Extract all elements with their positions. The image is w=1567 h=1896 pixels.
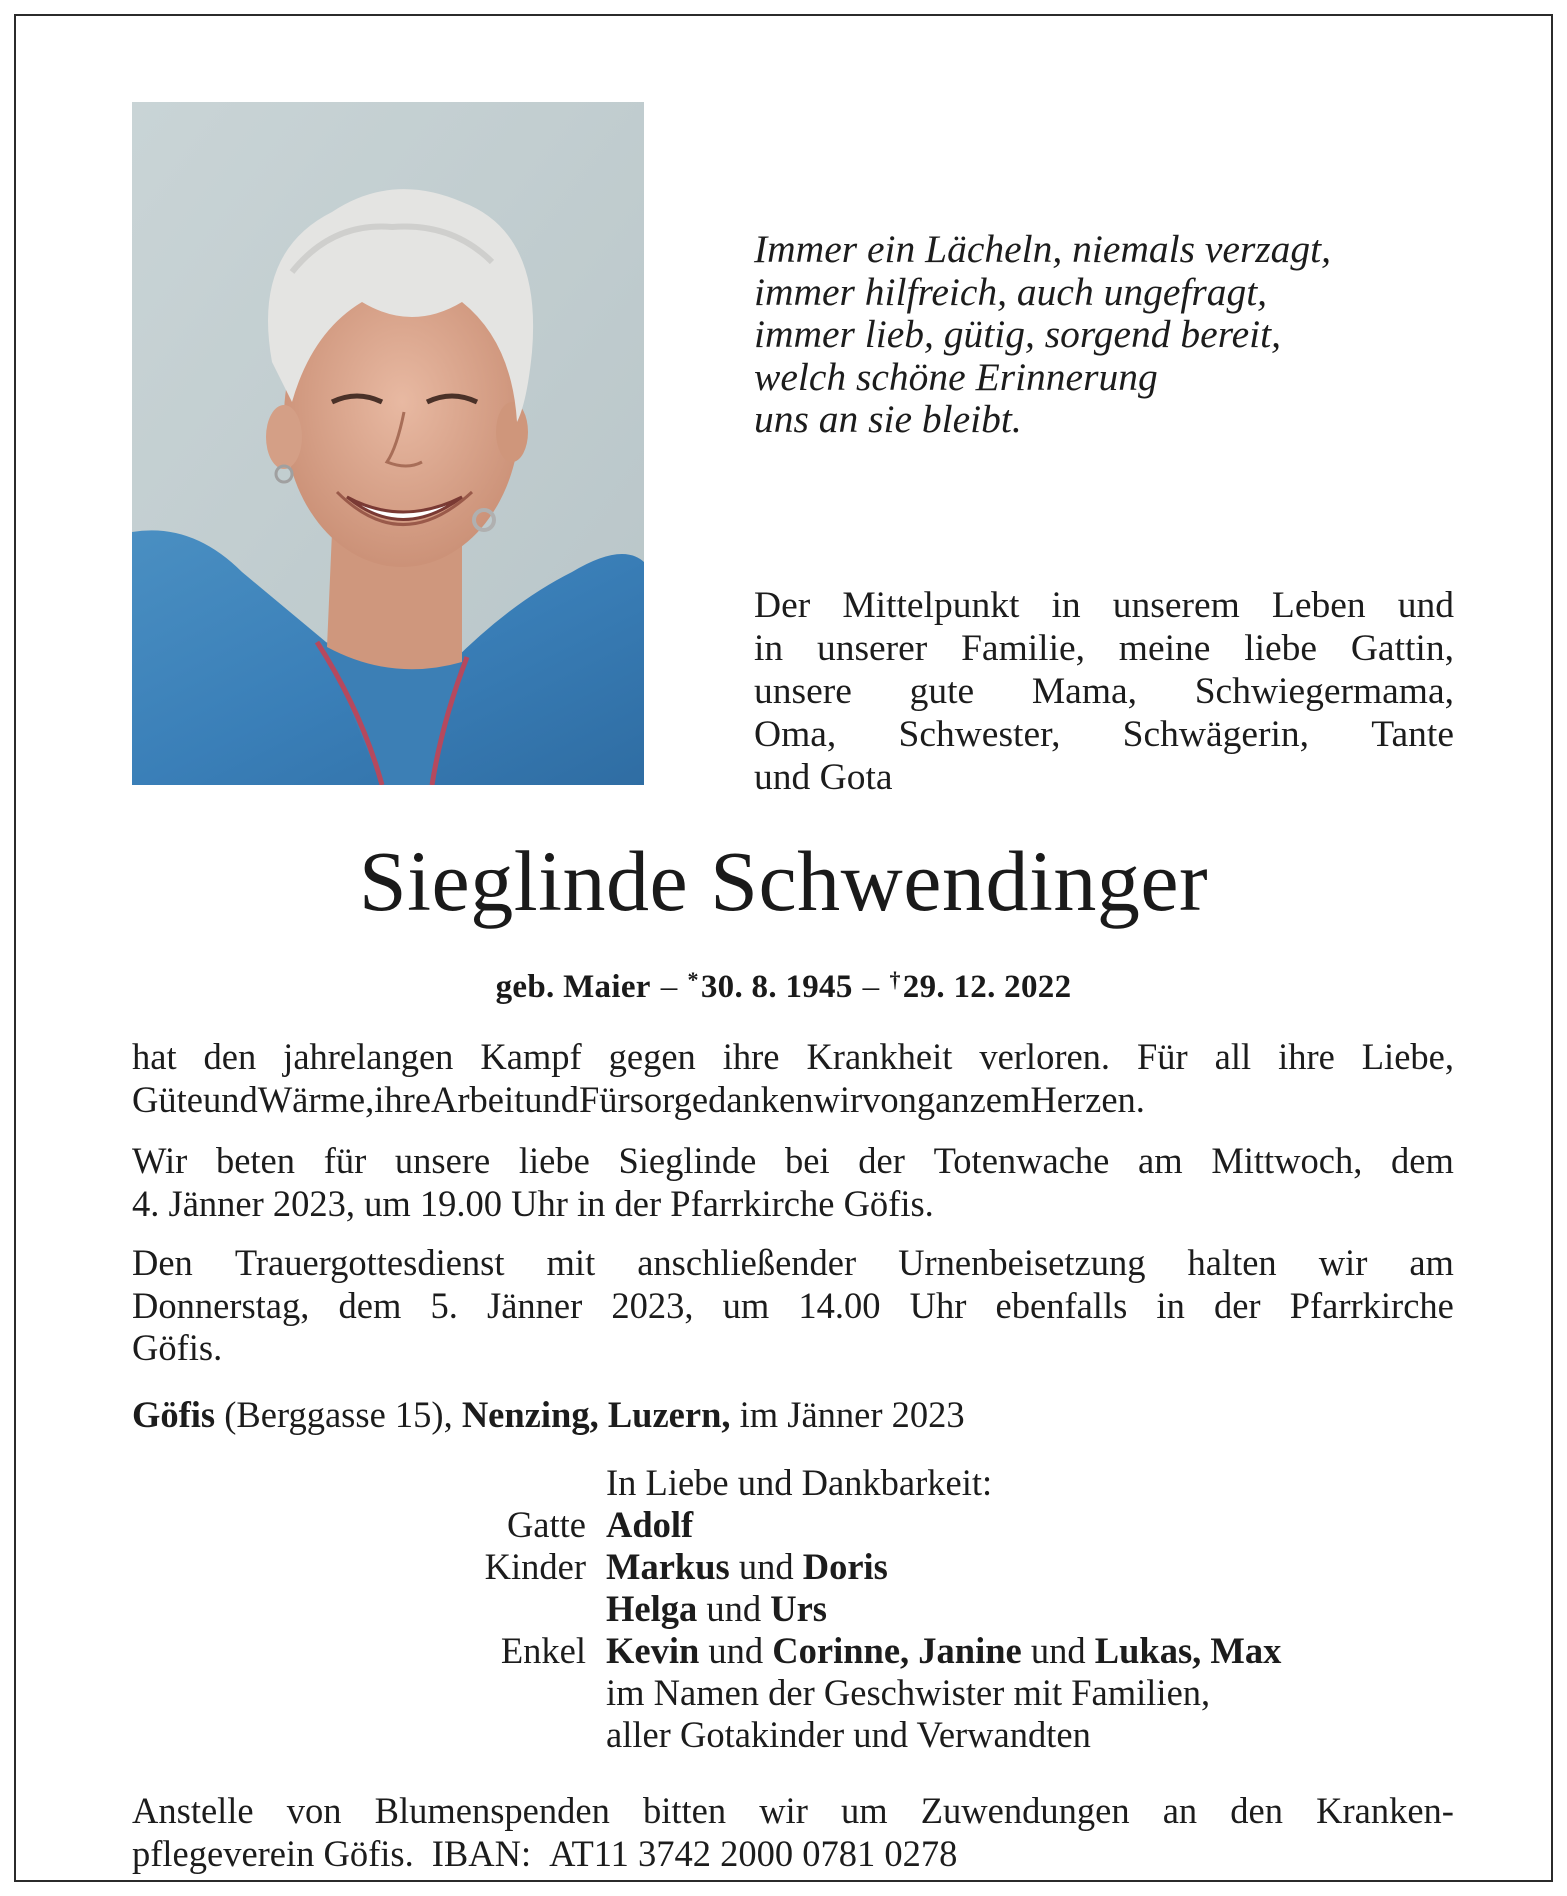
word: Uhr xyxy=(909,1284,967,1326)
conjunction: und xyxy=(706,1588,762,1629)
word: gute xyxy=(909,671,975,712)
location-others: Nenzing, Luzern, xyxy=(461,1394,731,1435)
family-closing: im Namen der Geschwister mit Familien, xyxy=(606,1672,1211,1713)
family-row-grandchildren xyxy=(316,1630,1476,1672)
word: verloren. xyxy=(979,1036,1111,1077)
word: am xyxy=(1409,1242,1454,1283)
footer-line xyxy=(132,1833,1454,1876)
location-line xyxy=(132,1394,965,1436)
word: Mama, xyxy=(1031,671,1138,712)
word: Donnerstag, xyxy=(132,1284,310,1326)
word: 5. xyxy=(430,1284,458,1326)
word: in xyxy=(754,628,784,669)
location-address: (Berggasse 15), xyxy=(224,1394,453,1435)
word: und xyxy=(524,1078,579,1120)
donation-note xyxy=(132,1790,1454,1875)
word: den xyxy=(1230,1790,1283,1831)
paragraph-illness xyxy=(132,1036,1454,1121)
paragraph-funeral xyxy=(132,1242,1454,1370)
word: bitten xyxy=(642,1790,727,1831)
date-separator: – xyxy=(660,969,678,1005)
word: unsere xyxy=(394,1140,491,1181)
word: Leben xyxy=(1271,585,1366,626)
family-list xyxy=(316,1462,1476,1756)
word: von xyxy=(286,1790,342,1831)
word: Kranken- xyxy=(1316,1790,1454,1831)
word: anschließender xyxy=(637,1242,857,1283)
word: in xyxy=(1051,585,1081,626)
word: beten xyxy=(215,1140,296,1181)
word: liebe xyxy=(518,1140,590,1181)
word: für xyxy=(323,1140,367,1181)
text-line xyxy=(132,1140,1454,1183)
word: wir xyxy=(813,1078,863,1120)
child-partner-name: Doris xyxy=(802,1546,888,1587)
word: und xyxy=(1397,585,1454,626)
family-heading-row xyxy=(316,1462,1476,1504)
word: Pfarrkirche xyxy=(1289,1284,1454,1326)
word: den xyxy=(203,1036,257,1077)
word: 4. Jänner 2023, um 19.00 Uhr in der Pfarrkirche Göfis. xyxy=(132,1182,934,1224)
deceased-name: Sieglinde Schwendinger xyxy=(358,833,1209,929)
word: dem xyxy=(338,1284,402,1326)
word: von xyxy=(862,1078,917,1120)
location-town: Göfis xyxy=(132,1394,216,1435)
word: an xyxy=(1162,1790,1198,1831)
word: der xyxy=(858,1140,905,1181)
portrait-photo xyxy=(132,102,644,785)
word: Sieglinde xyxy=(618,1140,757,1181)
family-heading: In Liebe und Dankbarkeit: xyxy=(606,1462,993,1503)
relation-label: Enkel xyxy=(500,1630,586,1671)
word: Herzen. xyxy=(1030,1078,1145,1120)
family-closing-row xyxy=(316,1714,1476,1756)
poem-line: Immer ein Lächeln, niemals verzagt, xyxy=(754,227,1332,271)
iban-number: AT11 3742 2000 0781 0278 xyxy=(549,1832,958,1874)
text-line xyxy=(132,1183,1454,1226)
word: Schwiegermama, xyxy=(1194,671,1454,712)
iban-label: IBAN: xyxy=(431,1832,532,1874)
word: 2023, xyxy=(611,1284,694,1326)
word: Schwägerin, xyxy=(1122,714,1310,755)
footer-text: pflegeverein Göfis. xyxy=(132,1832,414,1874)
footer-line xyxy=(132,1790,1454,1833)
word: Zuwendungen xyxy=(920,1790,1130,1831)
conjunction: und xyxy=(708,1630,764,1671)
text-line xyxy=(754,627,1454,670)
word: Gattin, xyxy=(1350,628,1454,669)
family-row-spouse xyxy=(316,1504,1476,1546)
child-name: Helga xyxy=(606,1588,698,1629)
family-closing: aller Gotakinder und Verwandten xyxy=(606,1714,1091,1755)
word: Tante xyxy=(1371,714,1454,755)
word: mit xyxy=(546,1242,596,1283)
word: am xyxy=(1138,1140,1183,1181)
relation-label: Gatte xyxy=(506,1504,586,1545)
text-line xyxy=(754,713,1454,756)
word: Arbeit xyxy=(430,1078,525,1120)
text-line xyxy=(754,670,1454,713)
word: der xyxy=(1213,1284,1261,1326)
word: Der xyxy=(754,585,811,626)
conjunction: und xyxy=(738,1546,794,1587)
life-dates xyxy=(16,960,1551,1007)
poem-line: welch schöne Erinnerung xyxy=(754,354,1158,399)
death-date: 29. 12. 2022 xyxy=(902,969,1072,1005)
word: Wir xyxy=(132,1140,188,1181)
word: unserer xyxy=(816,628,928,669)
word: Wärme, xyxy=(257,1078,375,1120)
word: jahrelangen xyxy=(283,1036,454,1077)
text-line xyxy=(754,584,1454,627)
family-row-children xyxy=(316,1588,1476,1630)
birth-symbol: * xyxy=(687,967,699,992)
word: Oma, xyxy=(754,714,837,755)
word: Göfis. xyxy=(132,1327,223,1368)
word: Mittelpunkt xyxy=(842,585,1020,626)
word: um xyxy=(840,1790,888,1831)
word: und xyxy=(202,1078,258,1120)
word: Trauergottesdienst xyxy=(234,1242,505,1283)
word: dem xyxy=(1391,1140,1454,1181)
word: in xyxy=(1156,1284,1185,1326)
family-closing-row xyxy=(316,1672,1476,1714)
word: unserem xyxy=(1112,585,1240,626)
word: ihre xyxy=(1278,1036,1335,1077)
word: 14.00 xyxy=(798,1284,881,1326)
birth-date: 30. 8. 1945 xyxy=(700,969,853,1005)
word: Schwester, xyxy=(898,714,1061,755)
obituary-notice xyxy=(14,14,1553,1882)
word: hat xyxy=(132,1036,177,1077)
word: ebenfalls xyxy=(995,1284,1128,1326)
word: Fürsorge xyxy=(578,1078,709,1120)
child-name: Markus xyxy=(606,1546,730,1587)
word: halten xyxy=(1187,1242,1277,1283)
poem-line: immer lieb, gütig, sorgend bereit, xyxy=(754,312,1281,356)
child-partner-name: Urs xyxy=(770,1588,827,1629)
grandchild-name: Lukas, Max xyxy=(1094,1630,1282,1671)
word: unsere xyxy=(754,671,852,712)
word: Urnenbeisetzung xyxy=(898,1242,1146,1283)
word: Familie, xyxy=(961,628,1086,669)
word: um xyxy=(722,1284,770,1326)
word: Anstelle xyxy=(132,1790,254,1831)
word: Jänner xyxy=(486,1284,583,1326)
grandchild-name: Corinne, Janine xyxy=(772,1630,1022,1671)
word: wir xyxy=(1318,1242,1368,1283)
word: und Gota xyxy=(754,757,893,798)
word: ihre xyxy=(722,1036,780,1077)
word: bei xyxy=(785,1140,830,1181)
conjunction: und xyxy=(1030,1630,1086,1671)
word: Blumenspenden xyxy=(374,1790,610,1831)
word: liebe xyxy=(1244,628,1318,669)
word: meine xyxy=(1118,628,1211,669)
word: Güte xyxy=(132,1078,203,1120)
word: danken xyxy=(708,1078,814,1120)
word: ihre xyxy=(374,1078,431,1120)
text-line xyxy=(132,1079,1454,1122)
text-line xyxy=(754,756,1454,799)
text-line xyxy=(132,1327,1454,1370)
word: wir xyxy=(759,1790,808,1831)
word: Kampf xyxy=(480,1036,582,1077)
paragraph-wake xyxy=(132,1140,1454,1225)
text-line xyxy=(132,1242,1454,1285)
relation-label: Kinder xyxy=(484,1546,586,1587)
family-row-children xyxy=(316,1546,1476,1588)
poem-line: immer hilfreich, auch ungefragt, xyxy=(754,269,1268,314)
portrait-image xyxy=(132,102,644,785)
memorial-poem xyxy=(754,228,1454,441)
word: Mittwoch, xyxy=(1211,1140,1363,1181)
word: Den xyxy=(132,1242,193,1283)
word: Für xyxy=(1137,1036,1188,1077)
date-separator: – xyxy=(862,969,880,1005)
word: Liebe, xyxy=(1361,1036,1454,1077)
death-symbol: † xyxy=(889,967,901,992)
poem-line: uns an sie bleibt. xyxy=(754,397,1022,441)
grandchild-name: Kevin xyxy=(606,1630,700,1671)
intro-text xyxy=(754,584,1454,799)
spouse-name: Adolf xyxy=(606,1504,694,1545)
location-date: im Jänner 2023 xyxy=(739,1394,965,1435)
word: all xyxy=(1214,1036,1252,1077)
text-line xyxy=(132,1036,1454,1079)
text-line xyxy=(132,1285,1454,1328)
maiden-name: geb. Maier xyxy=(495,969,651,1005)
word: gegen xyxy=(608,1036,696,1077)
word: ganzem xyxy=(916,1078,1031,1120)
word: Krankheit xyxy=(806,1036,953,1077)
word: Totenwache xyxy=(933,1140,1110,1181)
